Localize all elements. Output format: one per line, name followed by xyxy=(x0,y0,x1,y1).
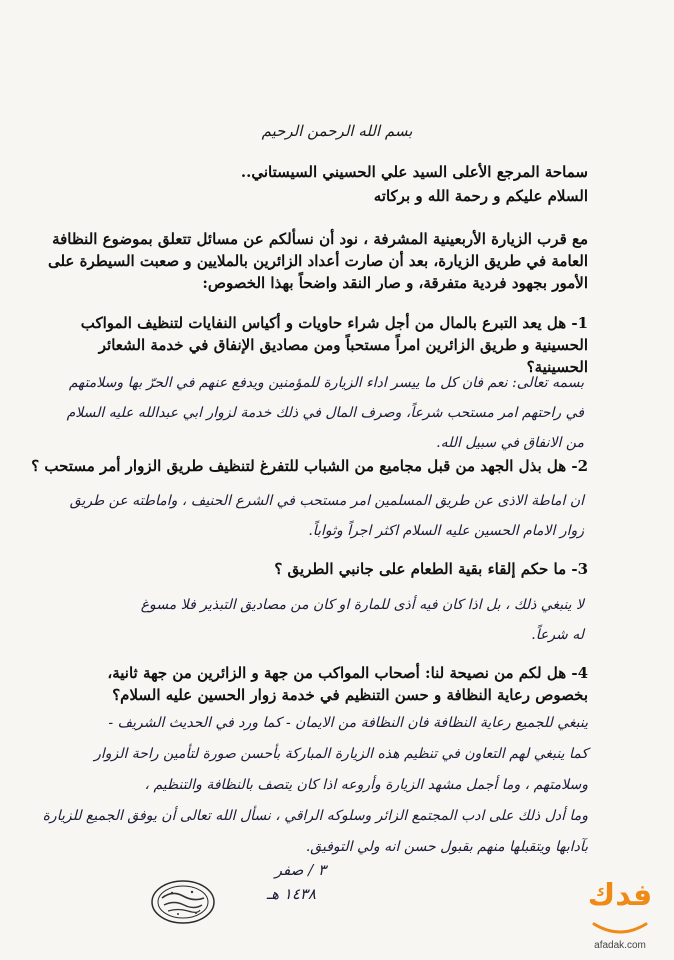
question-line: 4- هل لكم من نصيحة لنا: أصحاب المواكب من جهة و الزائرين من جهة ثانية، xyxy=(107,664,588,682)
answer-line: وسلامتهم ، وما أجمل مشهد الزيارة وأروعه اذا كان يتصف بالنظافة والتنظيم ، xyxy=(144,777,588,793)
question-line: 1- هل يعد التبرع بالمال من أجل شراء حاويات و أكياس النفايات لتنظيف المواكب xyxy=(80,314,588,332)
intro-line: مع قرب الزيارة الأربعينية المشرفة ، نود أن نسألكم عن مسائل تتعلق بموضوع النظافة xyxy=(52,230,588,248)
intro-line: العامة في طريق الزيارة، بعد أن صارت أعداد الزائرين بالملايين و صعبت السيطرة على xyxy=(47,252,588,270)
date-month: ٣ / صفر xyxy=(274,861,326,879)
greeting-line: السلام عليكم و رحمة الله و بركاته xyxy=(373,187,588,205)
basmala-heading: بسم الله الرحمن الرحيم xyxy=(261,122,413,140)
logo-text: فدك xyxy=(587,878,653,913)
answer-line: في راحتهم امر مستحب شرعاً، وصرف المال في ذلك خدمة لزوار ابي عبدالله عليه السلام xyxy=(66,405,584,421)
answer-line: ان اماطة الاذى عن طريق المسلمين امر مستحب في الشرع الحنيف ، واماطته عن طريق xyxy=(69,493,584,509)
question-line: الحسينية؟ xyxy=(526,358,588,376)
question-line: 3- ما حكم إلقاء بقية الطعام على جانبي الطريق ؟ xyxy=(274,560,588,578)
answer-line: بسمه تعالى: نعم فان كل ما ييسر اداء الزيارة للمؤمنين ويدفع عنهم في الحرّ بها وسلامتهم xyxy=(68,375,584,391)
answer-3 xyxy=(4,590,584,650)
answer-line: زوار الامام الحسين عليه السلام اكثر اجراً وثواباً. xyxy=(308,523,584,539)
answer-line: كما ينبغي لهم التعاون في تنظيم هذه الزيارة المباركة بأحسن صورة لتأمين راحة الزوار xyxy=(94,746,588,762)
watermark-logo xyxy=(574,876,666,956)
answer-4 xyxy=(0,708,588,863)
intro-paragraph xyxy=(8,228,588,294)
question-3 xyxy=(8,558,588,580)
answer-2 xyxy=(4,486,584,546)
answer-line: ينبغي للجميع رعاية النظافة فان النظافة من الايمان - كما ورد في الحديث الشريف - xyxy=(108,715,588,731)
answer-line: وما أدل ذلك على ادب المجتمع الزائر وسلوكه الراقي ، نسأل الله تعالى أن يوفق الجميع للزيارة xyxy=(42,808,588,824)
official-seal-icon xyxy=(150,878,216,926)
answer-line: بآدابها ويتقبلها منهم بقبول حسن انه ولي التوفيق. xyxy=(305,839,588,855)
logo-swoosh-icon xyxy=(592,920,648,938)
answer-line: له شرعاً. xyxy=(531,627,584,643)
date-year: ١٤٣٨ هـ xyxy=(266,885,316,903)
question-line: 2- هل بذل الجهد من قبل مجاميع من الشباب للتفرغ لتنظيف طريق الزوار أمر مستحب ؟ xyxy=(31,457,588,475)
logo-url: afadak.com xyxy=(594,940,646,951)
answer-line: من الانفاق في سبيل الله. xyxy=(436,435,584,451)
question-line: الحسينية و طريق الزائرين امراً مستحباً ومن مصاديق الإنفاق في خدمة الشعائر xyxy=(98,336,588,354)
answer-1 xyxy=(4,368,584,458)
answer-line: لا ينبغي ذلك ، بل اذا كان فيه أذى للمارة او كان من مصاديق التبذير فلا مسوغ xyxy=(140,597,584,613)
addressee-line: سماحة المرجع الأعلى السيد علي الحسيني السيستاني.. xyxy=(240,163,588,181)
question-2 xyxy=(8,455,588,477)
intro-line: الأمور بجهود فردية متفرقة، و صار النقد واضحاً بهذا الخصوص: xyxy=(202,274,588,292)
question-4 xyxy=(8,662,588,706)
question-line: بخصوص رعاية النظافة و حسن التنظيم في خدمة زوار الحسين عليه السلام؟ xyxy=(112,686,588,704)
